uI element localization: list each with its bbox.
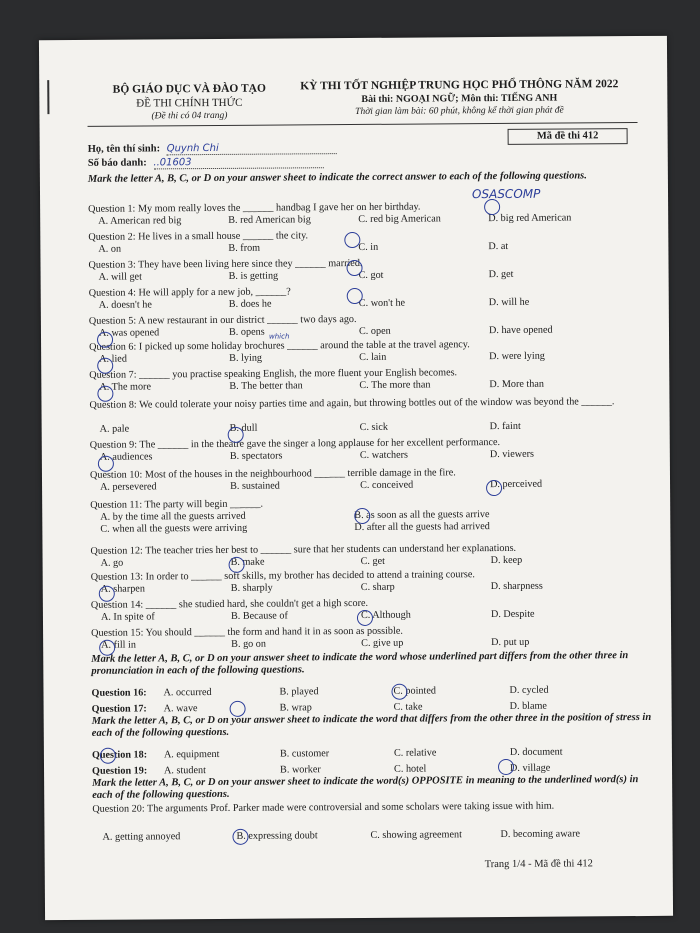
answer-circle-q5: [97, 332, 113, 348]
question-17-option-d: D. blame: [509, 700, 547, 712]
candidate-id-row: [88, 156, 324, 170]
question-19-label: Question 19:: [92, 765, 148, 777]
question-13-option-d: D. sharpness: [490, 580, 543, 593]
question-4-option-a: A. doesn't he: [98, 299, 152, 311]
exam-duration: Thời gian làm bài: 60 phút, không kể thời gian phát đề: [355, 105, 564, 117]
question-8-option-d: D. faint: [489, 420, 521, 433]
question-15-option-b: B. go on: [231, 638, 267, 650]
question-9-option-b: B. spectators: [229, 450, 283, 462]
page-footer: Trang 1/4 - Mã đề thi 412: [484, 858, 593, 871]
question-9-option-a: A. audiences: [99, 451, 153, 463]
question-19-option-a: A. student: [164, 765, 206, 777]
question-10-option-d: D. perceived: [490, 478, 543, 491]
exam-code: Mã đề thi 412: [508, 128, 628, 145]
question-4-option-b: B. does he: [228, 298, 272, 310]
question-17-label: Question 17:: [91, 703, 147, 715]
exam-title: KỲ THI TỐT NGHIỆP TRUNG HỌC PHỔ THÔNG NĂM 2022: [300, 78, 619, 93]
question-2-option-c: C. in: [358, 241, 379, 253]
question-5-option-d: D. have opened: [488, 324, 553, 337]
candidate-name-label: Họ, tên thí sinh:: [87, 143, 161, 155]
question-12-option-b: B. make: [230, 556, 265, 568]
question-18-option-d: D. document: [509, 746, 563, 758]
question-5-option-a: A. was opened: [98, 327, 160, 339]
answer-circle-q12: [229, 557, 245, 573]
question-12-option-a: A. go: [100, 557, 124, 569]
question-1-option-d: D. big red American: [488, 212, 572, 225]
question-1-option-b: B. red American big: [228, 214, 311, 226]
candidate-name-line: [167, 142, 337, 155]
question-20-option-c: C. showing agreement: [370, 829, 462, 841]
question-10-stem: Question 10: Most of the houses in the neighbourhood ______ terrible damage in the fire.: [89, 467, 456, 481]
question-2-option-d: D. at: [488, 240, 509, 253]
question-7-option-b: B. The better than: [229, 380, 303, 392]
answer-circle-q19: [498, 759, 514, 775]
question-8-option-c: C. sick: [359, 421, 388, 433]
answer-circle-q3: [346, 260, 362, 276]
question-7-stem: Question 7: ______ you practise speaking English, the more fluent your English becomes.: [89, 367, 458, 381]
question-15-option-c: C. give up: [361, 637, 404, 649]
question-3-option-d: D. get: [488, 268, 514, 281]
question-19-option-d: D. village: [509, 762, 551, 774]
question-13-option-b: B. sharply: [230, 582, 273, 594]
answer-circle-q18: [100, 748, 116, 764]
instruction-part4: Mark the letter A, B, C, or D on your answer sheet to indicate the word(s) OPPOSITE in meaning to the underlined word(s) in each of the following questions.: [92, 774, 639, 801]
ministry-name: BỘ GIÁO DỤC VÀ ĐÀO TẠO: [112, 82, 266, 96]
question-20-stem: Question 20: The arguments Prof. Parker made were controversial and some scholars were taking issue with him.: [92, 800, 555, 815]
question-6-option-d: D. were lying: [489, 350, 545, 363]
question-19-option-c: C. hotel: [393, 763, 427, 775]
question-7-option-d: D. More than: [489, 378, 544, 391]
question-9-stem: Question 9: The ______ in the theatre gave the singer a long applause for her excellent performance.: [89, 436, 501, 451]
answer-circle-q10: [486, 480, 502, 496]
question-9-option-d: D. viewers: [489, 448, 535, 461]
page-count: (Đề thi có 04 trang): [151, 110, 228, 122]
candidate-id-line: [153, 156, 323, 169]
question-13-option-a: A. sharpen: [100, 583, 145, 595]
question-14-option-b: B. Because of: [230, 610, 288, 622]
question-18-label: Question 18:: [91, 749, 148, 761]
question-3-option-b: B. is getting: [228, 270, 279, 282]
question-11-option-a: A. by the time all the guests arrived: [100, 510, 246, 523]
question-18-option-a: A. equipment: [163, 748, 220, 761]
question-17-option-c: C. take: [393, 701, 423, 713]
question-20-option-a: A. getting annoyed: [102, 831, 181, 843]
question-16-option-d: D. cycled: [509, 684, 549, 696]
candidate-name-value: Quynh Chi: [166, 142, 219, 155]
answer-circle-q16: [391, 684, 407, 700]
question-12-option-c: C. get: [360, 555, 385, 567]
answer-circle-q2: [344, 232, 360, 248]
question-1-option-c: C. red big American: [358, 213, 441, 225]
answer-circle-q8: [228, 427, 244, 443]
question-2-stem: Question 2: He lives in a small house ______ the city.: [88, 230, 309, 243]
answer-circle-q7: [97, 386, 113, 402]
question-1-option-a: A. American red big: [98, 215, 182, 227]
header-right: [279, 78, 639, 118]
answer-circle-q6: [97, 358, 113, 374]
official-label: ĐỀ THI CHÍNH THỨC: [136, 96, 243, 110]
question-15-stem: Question 15: You should ______ the form and hand it in as soon as possible.: [91, 625, 403, 639]
question-4-stem: Question 4: He will apply for a new job, ______?: [88, 286, 291, 299]
answer-circle-q13: [99, 586, 115, 602]
answer-circle-q20: [232, 829, 248, 845]
question-3-option-a: A. will get: [98, 271, 142, 283]
question-5-option-c: C. open: [358, 325, 391, 337]
answer-circle-q14: [357, 610, 373, 626]
answer-circle-q11: [354, 508, 370, 524]
header-left: [89, 82, 289, 121]
question-3-option-c: C. got: [358, 269, 384, 281]
question-7-option-a: A. The more: [99, 381, 151, 393]
question-15-option-d: D. put up: [491, 636, 530, 649]
header-rule: [88, 122, 638, 127]
question-8-stem: Question 8: We could tolerate your noisy parties time and again, but throwing bottles out of the window was beyond the ______.: [89, 396, 615, 411]
handwritten-note-q6: which: [268, 332, 290, 341]
question-4-option-d: D. will he: [488, 296, 530, 309]
question-8-option-a: A. pale: [99, 423, 130, 435]
question-14-option-a: A. In spite of: [100, 611, 155, 623]
question-16-option-a: A. occurred: [163, 687, 212, 699]
question-16-label: Question 16:: [91, 687, 147, 699]
instruction-part1: Mark the letter A, B, C, or D on your answer sheet to indicate the correct answer to each of the following questions.: [87, 170, 587, 185]
question-20-option-d: D. becoming aware: [500, 828, 581, 840]
answer-circle-q9: [98, 456, 114, 472]
question-12-stem: Question 12: The teacher tries her best to ______ sure that her students can understand her explanations.: [90, 542, 517, 557]
question-14-option-d: D. Despite: [490, 608, 535, 621]
question-18-option-c: C. relative: [393, 747, 437, 759]
instruction-part2: Mark the letter A, B, C, or D on your answer sheet to indicate the word whose underlined part differs from the other three in pronunciation in each of the following questions.: [91, 650, 629, 677]
question-2-option-a: A. on: [98, 243, 122, 255]
question-6-option-c: C. lain: [359, 351, 387, 363]
question-10-option-b: B. sustained: [230, 480, 280, 492]
handwritten-note-q1: OSASCOMP: [471, 186, 541, 202]
answer-circle-q15: [99, 640, 115, 656]
margin-mark: [47, 80, 49, 114]
answer-circle-q4: [347, 288, 363, 304]
question-15-option-a: A. fill in: [101, 639, 137, 651]
question-11-stem: Question 11: The party will begin ______.: [90, 498, 264, 511]
question-11-option-c: C. when all the guests were arriving: [100, 522, 248, 535]
question-6-option-a: A. lied: [99, 353, 127, 365]
question-5-option-b: B. opens: [228, 326, 265, 338]
answer-circle-q17: [230, 701, 246, 717]
question-7-option-c: C. The more than: [359, 379, 431, 391]
question-1-stem: Question 1: My mom really loves the ______ handbag I gave her on her birthday.: [88, 201, 421, 215]
question-17-option-b: B. wrap: [279, 702, 312, 714]
question-16-option-c: C. pointed: [393, 685, 436, 697]
question-6-stem: Question 6: I picked up some holiday brochures ______ around the table at the travel agency.: [89, 339, 470, 353]
question-11-option-b: B. as soon as all the guests arrive: [354, 509, 490, 522]
exam-paper: [39, 36, 673, 920]
question-10-option-c: C. conceived: [360, 479, 414, 491]
question-16-option-b: B. played: [279, 686, 319, 698]
question-4-option-c: C. won't he: [358, 297, 406, 309]
question-8-option-b: B. dull: [229, 422, 258, 434]
candidate-id-value: ..01603: [153, 157, 192, 169]
question-5-stem: Question 5: A new restaurant in our district ______ two days ago.: [88, 313, 357, 327]
question-18-option-b: B. customer: [279, 748, 330, 760]
question-20-option-b: B. expressing doubt: [236, 830, 318, 842]
question-2-option-b: B. from: [228, 242, 261, 254]
question-19-option-b: B. worker: [279, 764, 321, 776]
question-11-option-d: D. after all the guests had arrived: [354, 521, 490, 534]
question-12-option-d: D. keep: [490, 554, 523, 567]
exam-subject: Bài thi: NGOẠI NGỮ; Môn thi: TIẾNG ANH: [361, 92, 558, 105]
question-10-option-a: A. persevered: [100, 481, 157, 493]
question-17-option-a: A. wave: [163, 703, 198, 715]
question-14-option-c: C. Although: [360, 609, 411, 621]
question-13-option-c: C. sharp: [360, 581, 395, 593]
question-3-stem: Question 3: They have been living here since they ______ married.: [88, 257, 363, 271]
instruction-part3: Mark the letter A, B, C, or D on your answer sheet to indicate the word that differs from the other three in the position of stress in each of the following questions.: [91, 711, 652, 739]
question-6-option-b: B. lying: [229, 352, 263, 364]
question-14-stem: Question 14: ______ she studied hard, she couldn't get a high score.: [90, 597, 369, 611]
question-9-option-c: C. watchers: [359, 449, 408, 461]
answer-circle-q1: [484, 199, 500, 215]
candidate-name-row: [88, 142, 337, 156]
candidate-id-label: Số báo danh:: [87, 157, 147, 169]
question-13-stem: Question 13: In order to ______ soft skills, my brother has decided to attend a training course.: [90, 569, 475, 583]
